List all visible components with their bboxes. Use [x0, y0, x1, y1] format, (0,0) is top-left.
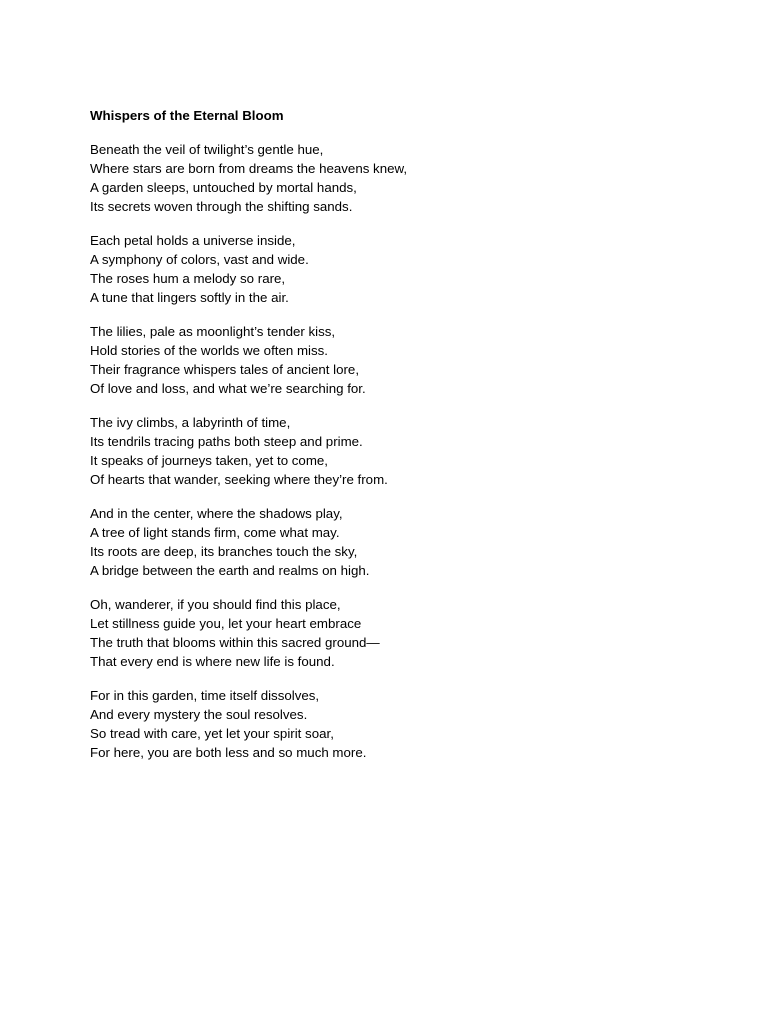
poem-line: A tree of light stands firm, come what may. — [90, 525, 340, 540]
stanza-7 — [90, 686, 710, 762]
poem-line: The lilies, pale as moonlight’s tender kiss, — [90, 324, 336, 339]
poem-line: It speaks of journeys taken, yet to come, — [90, 453, 328, 468]
poem-line: Each petal holds a universe inside, — [90, 233, 296, 248]
poem-line: A symphony of colors, vast and wide. — [90, 252, 309, 267]
document-page — [90, 106, 710, 777]
poem-line: A garden sleeps, untouched by mortal hands, — [90, 180, 357, 195]
poem-line: Its roots are deep, its branches touch the sky, — [90, 544, 358, 559]
poem-line: Beneath the veil of twilight’s gentle hue, — [90, 142, 324, 157]
poem-line: So tread with care, yet let your spirit soar, — [90, 726, 334, 741]
poem-line: Oh, wanderer, if you should find this place, — [90, 597, 341, 612]
poem-line: A bridge between the earth and realms on high. — [90, 563, 370, 578]
poem-line: Let stillness guide you, let your heart embrace — [90, 616, 362, 631]
stanza-6 — [90, 595, 710, 671]
poem-line: For in this garden, time itself dissolves, — [90, 688, 320, 703]
poem-line: And in the center, where the shadows play, — [90, 506, 343, 521]
stanza-5 — [90, 504, 710, 580]
poem-line: Where stars are born from dreams the heavens knew, — [90, 161, 408, 176]
poem-title: Whispers of the Eternal Bloom — [90, 108, 284, 123]
poem-line: The ivy climbs, a labyrinth of time, — [90, 415, 291, 430]
poem-line: And every mystery the soul resolves. — [90, 707, 308, 722]
stanza-2 — [90, 231, 710, 307]
poem-line: Its secrets woven through the shifting sands. — [90, 199, 353, 214]
poem-line: That every end is where new life is found. — [90, 654, 335, 669]
poem-line: The roses hum a melody so rare, — [90, 271, 286, 286]
poem-line: A tune that lingers softly in the air. — [90, 290, 289, 305]
stanza-3 — [90, 322, 710, 398]
poem-line: Of love and loss, and what we’re searching for. — [90, 381, 366, 396]
poem-line: Hold stories of the worlds we often miss. — [90, 343, 328, 358]
stanza-4 — [90, 413, 710, 489]
poem-line: Its tendrils tracing paths both steep and prime. — [90, 434, 363, 449]
poem-line: Their fragrance whispers tales of ancient lore, — [90, 362, 360, 377]
poem-line: For here, you are both less and so much more. — [90, 745, 367, 760]
poem-line: Of hearts that wander, seeking where they’re from. — [90, 472, 388, 487]
stanza-1 — [90, 140, 710, 216]
poem-line: The truth that blooms within this sacred ground— — [90, 635, 380, 650]
